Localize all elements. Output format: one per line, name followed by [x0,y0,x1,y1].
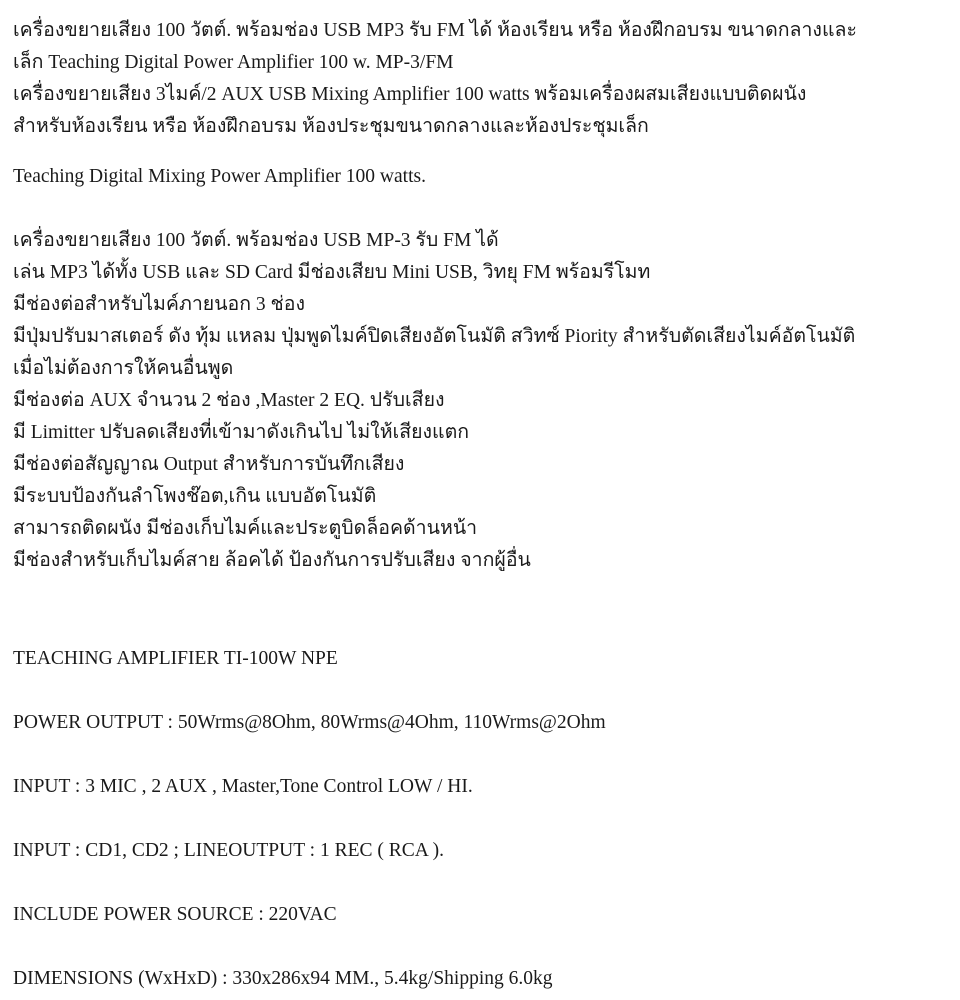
intro-line: สำหรับห้องเรียน หรือ ห้องฝึกอบรม ห้องประชุมขนาดกลางและห้องประชุมเล็ก [13,116,649,137]
feature-line: มี Limitter ปรับลดเสียงที่เข้ามาดังเกินไป ไม่ให้เสียงแตก [13,422,470,443]
feature-line: มีช่องต่อ AUX จำนวน 2 ช่อง ,Master 2 EQ. ปรับเสียง [13,390,445,411]
spec-power-source: INCLUDE POWER SOURCE : 220VAC [13,904,337,925]
spacer [13,193,946,225]
spec-power-output: POWER OUTPUT : 50Wrms@8Ohm, 80Wrms@4Ohm, 110Wrms@2Ohm [13,712,606,733]
spacer [13,931,946,963]
spacer [13,739,946,771]
feature-line: มีระบบป้องกันลำโพงช๊อต,เกิน แบบอัตโนมัติ [13,486,377,507]
spacer [13,803,946,835]
intro-block [13,15,946,143]
spec-list [13,643,946,995]
spacer [13,675,946,707]
feature-line: เมื่อไม่ต้องการให้คนอื่นพูด [13,358,234,379]
feature-line: มีช่องสำหรับเก็บไมค์สาย ล้อคได้ ป้องกันการปรับเสียง จากผู้อื่น [13,550,531,571]
feature-line: เล่น MP3 ได้ทั้ง USB และ SD Card มีช่องเสียบ Mini USB, วิทยุ FM พร้อมรีโมท [13,262,651,283]
spec-input-mic: INPUT : 3 MIC , 2 AUX , Master,Tone Control LOW / HI. [13,776,473,797]
spec-input-cd: INPUT : CD1, CD2 ; LINEOUTPUT : 1 REC ( RCA ). [13,840,445,861]
feature-line: สามารถติดผนัง มีช่องเก็บไมค์และประตูบิดล็อคด้านหน้า [13,518,478,539]
spec-dimensions: DIMENSIONS (WxHxD) : 330x286x94 MM., 5.4kg/Shipping 6.0kg [13,968,553,989]
subtitle: Teaching Digital Mixing Power Amplifier 100 watts. [13,166,426,187]
spacer [13,867,946,899]
spec-model: TEACHING AMPLIFIER TI-100W NPE [13,648,338,669]
intro-line: เครื่องขยายเสียง 3ไมค์/2 AUX USB Mixing Amplifier 100 watts พร้อมเครื่องผสมเสียงแบบติดผนัง [13,84,807,105]
feature-line: เครื่องขยายเสียง 100 วัตต์. พร้อมช่อง USB MP-3 รับ FM ได้ [13,230,499,251]
spacer [13,577,946,643]
feature-list [13,225,946,577]
intro-line: เครื่องขยายเสียง 100 วัตต์. พร้อมช่อง USB MP3 รับ FM ได้ ห้องเรียน หรือ ห้องฝึกอบรม ขนาดกลางและ [13,20,857,41]
intro-line: เล็ก Teaching Digital Power Amplifier 100 w. MP-3/FM [13,52,454,73]
spacer [13,143,946,161]
feature-line: มีช่องต่อสัญญาณ Output สำหรับการบันทึกเสียง [13,454,405,475]
feature-line: มีช่องต่อสำหรับไมค์ภายนอก 3 ช่อง [13,294,306,315]
feature-line: มีปุ่มปรับมาสเตอร์ ดัง ทุ้ม แหลม ปุ่มพูดไมค์ปิดเสียงอัตโนมัติ สวิทซ์ Piority สำหรับตัดเสียงไมค์อัตโนมัติ [13,326,856,347]
